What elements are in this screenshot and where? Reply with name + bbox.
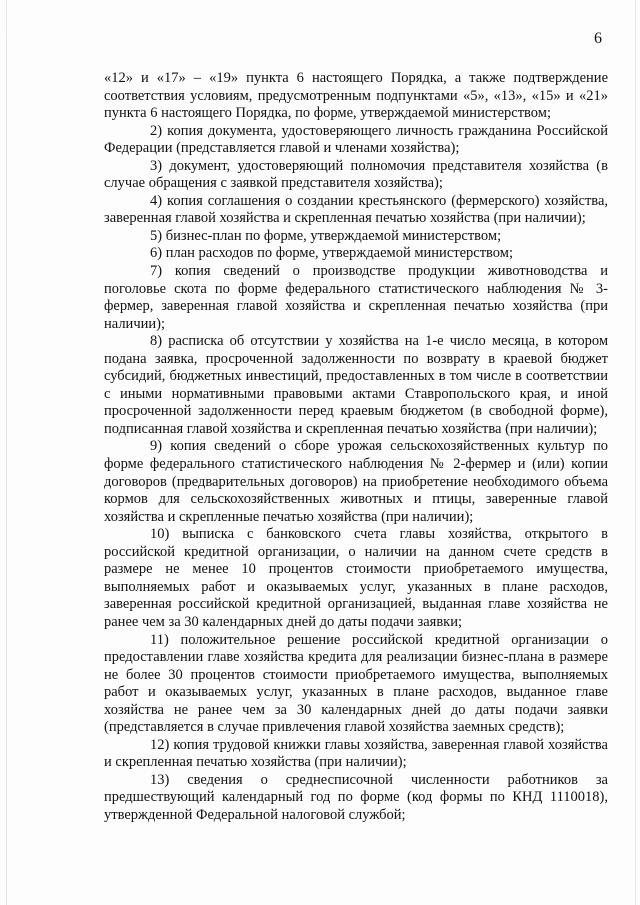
document-body (104, 70, 608, 825)
paragraph-item-7: 7) копия сведений о производстве продукции животноводства и поголовье скота по форме федерального статистического наблюдения № 3-фермер, заверенная главой хозяйства и скрепленная печатью хозяйства (при наличии); (104, 263, 608, 332)
paragraph-item-12: 12) копия трудовой книжки главы хозяйства, заверенная главой хозяйства и скрепленная печатью хозяйства (при наличии); (104, 736, 608, 771)
paragraph-item-6: 6) план расходов по форме, утверждаемой министерством; (150, 245, 513, 262)
paragraph-item-5: 5) бизнес-план по форме, утверждаемой министерством; (150, 227, 502, 244)
scan-edge-left (6, 0, 7, 905)
paragraph-item-10: 10) выписка с банковского счета главы хозяйства, открытого в российской кредитной организации, о наличии на данном счете средств в размере не менее 10 процентов стоимости приобретаемого имущества, выполняемых работ и оказываемых услуг, указанных в плане расходов, заверенная российской кредитной организацией, выданная главе хозяйства не ранее чем за 30 календарных дней до даты подачи заявки; (104, 526, 608, 630)
paragraph-item-11: 11) положительное решение российской кредитной организации о предоставлении главе хозяйства кредита для реализации бизнес-плана в размере не более 30 процентов стоимости приобретаемого имущества, выполняемых работ и оказываемых услуг, указанных в плане расходов, выданное главе хозяйства не ранее чем за 30 календарных дней до даты подачи заявки (представляется в случае привлечения главой хозяйства заемных средств); (104, 631, 608, 736)
paragraph-item-13: 13) сведения о среднесписочной численности работников за предшествующий календарный год по форме (код формы по КНД 1110018), утвержденной Федеральной налоговой службой; (104, 771, 608, 823)
paragraph-item-8: 8) расписка об отсутствии у хозяйства на 1-е число месяца, в котором подана заявка, просроченной задолженности по возврату в краевой бюджет субсидий, бюджетных инвестиций, предоставленных в том числе в соответствии с иными нормативными правовыми актами Ставропольского края, и иной просроченной задолженности перед краевым бюджетом (в свободной форме), подписанная главой хозяйства и скрепленная печатью хозяйства (при наличии); (104, 333, 608, 437)
paragraph-continuation: «12» и «17» – «19» пункта 6 настоящего Порядка, а также подтверждение соответствия условиям, предусмотренным подпунктами «5», «13», «15» и «21» пункта 6 настоящего Порядка, по форме, утверждаемой министерством; (104, 70, 608, 122)
scan-edge-right (635, 0, 636, 905)
page-number: 6 (594, 30, 602, 47)
paragraph-item-4: 4) копия соглашения о создании крестьянского (фермерского) хозяйства, заверенная главой хозяйства и скрепленная печатью хозяйства (при наличии); (104, 192, 608, 227)
paragraph-item-2: 2) копия документа, удостоверяющего личность гражданина Российской Федерации (представляется главой и членами хозяйства); (104, 122, 608, 157)
paragraph-item-3: 3) документ, удостоверяющий полномочия представителя хозяйства (в случае обращения с заявкой представителя хозяйства); (104, 157, 608, 192)
paragraph-item-9: 9) копия сведений о сборе урожая сельскохозяйственных культур по форме федерального статистического наблюдения № 2-фермер и (или) копии договоров (предварительных договоров) на приобретение необходимого объема кормов для сельскохозяйственных животных и птицы, заверенные главой хозяйства и скрепленные печатью хозяйства (при наличии); (104, 438, 608, 525)
